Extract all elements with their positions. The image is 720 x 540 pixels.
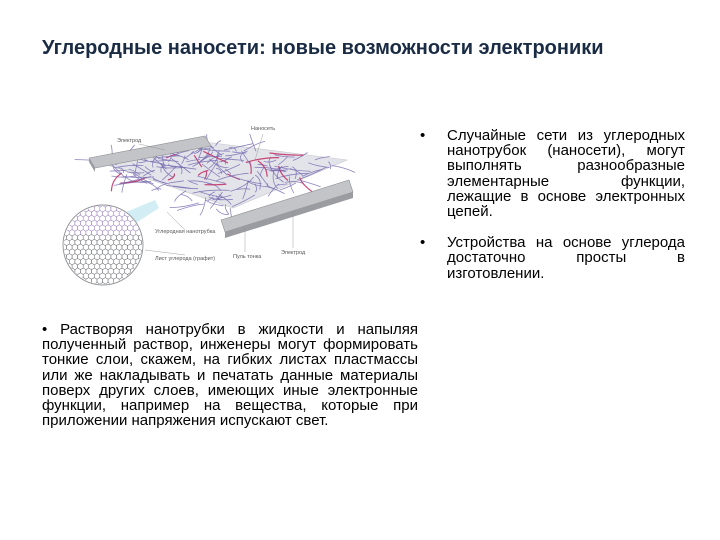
lattice-cell <box>155 244 161 250</box>
lattice-cell <box>144 225 150 231</box>
bullet-list <box>420 128 685 297</box>
lattice-cell <box>64 201 70 207</box>
nanotube-strand <box>157 184 166 188</box>
lattice-cell <box>61 206 67 212</box>
label-substrate: Пуль тонка <box>233 254 262 260</box>
label-graphite: Лист углерода (графит) <box>155 256 216 262</box>
nanotube-strand <box>175 191 186 202</box>
bullet-dot-icon: • <box>420 127 426 144</box>
nanotube-strand <box>111 173 122 191</box>
lattice-cell <box>128 282 134 288</box>
lattice-cell <box>58 210 64 216</box>
lattice-cell <box>58 201 64 207</box>
nanotube-strand <box>205 184 227 185</box>
lattice-cell <box>150 215 156 221</box>
lattice-cell <box>130 201 136 207</box>
lattice-cell <box>153 278 159 284</box>
lattice-cell <box>86 201 92 207</box>
lattice-cell <box>80 201 86 207</box>
slide-title: Углеродные наносети: новые возможности электроники <box>42 37 604 59</box>
lattice-cell <box>72 282 78 288</box>
lattice-cell <box>64 278 70 284</box>
lattice-cell <box>78 282 84 288</box>
lattice-cell <box>61 282 67 288</box>
bullet-item <box>420 128 685 219</box>
lattice-cell <box>147 239 153 245</box>
bullet-text: Устройства на основе углерода достаточно просты в изготовлении. <box>447 234 685 282</box>
bullet-text: Случайные сети из углеродных нанотрубок (наносети), могут выполнять разнообразные элементарные функции, лежащие в основе электронных цепей. <box>447 127 685 221</box>
lattice-cell <box>75 278 81 284</box>
nanotube-strand <box>152 189 162 191</box>
bullet-item <box>420 235 685 281</box>
lattice-cell <box>144 254 150 260</box>
lattice-cell <box>147 278 153 284</box>
lattice-cell <box>139 282 145 288</box>
lattice-cell <box>147 268 153 274</box>
lattice-cell <box>153 220 159 226</box>
lattice-cell <box>61 215 67 221</box>
lattice-cell <box>133 273 139 279</box>
nanotube-strand <box>297 179 320 186</box>
lattice-cell <box>64 268 70 274</box>
lattice-cell <box>136 278 142 284</box>
lattice-cell <box>67 206 73 212</box>
label-electrode-bottom: Электрод <box>281 250 306 256</box>
lattice-cell <box>139 273 145 279</box>
body-paragraph: • Растворяя нанотрубки в жидкости и напыляя полученный раствор, инженеры могут формировать тонкие слои, скажем, на гибких листах пластмассы или же накладывать и печатать данные материалы поверх других слоев, имеющих иные электронные функции, например на вещества, которые при приложении напряжения испускают свет. <box>42 321 418 430</box>
lattice-cell <box>150 263 156 269</box>
nanotube-strand <box>332 166 355 174</box>
lattice-cell <box>141 230 147 236</box>
lattice-cell <box>141 258 147 264</box>
lattice-cell <box>155 282 161 288</box>
lattice-cell <box>72 206 78 212</box>
lattice-cell <box>130 278 136 284</box>
lattice-cell <box>155 234 161 240</box>
lattice-cell <box>144 282 150 288</box>
lattice-cell <box>153 249 159 255</box>
lattice-cell <box>69 210 75 216</box>
nanotube-strand <box>200 198 206 216</box>
label-electrode-top: Электрод <box>117 138 142 144</box>
lattice-cell <box>75 201 81 207</box>
label-nanotube: Углеродная нанотрубка <box>155 229 216 235</box>
nanonet-diagram <box>55 120 355 305</box>
lattice-cell <box>153 268 159 274</box>
lattice-cell <box>58 230 64 236</box>
lattice-cell <box>136 268 142 274</box>
lattice-cell <box>147 220 153 226</box>
lattice-cell <box>122 282 128 288</box>
lattice-cell <box>67 282 73 288</box>
lattice-cell <box>147 258 153 264</box>
lattice-cell <box>141 278 147 284</box>
nanotube-strand <box>181 195 192 202</box>
lattice-cell <box>125 201 131 207</box>
lattice-cell <box>150 234 156 240</box>
lattice-cell <box>83 282 89 288</box>
lattice-cell <box>144 234 150 240</box>
lattice-cell <box>69 201 75 207</box>
lattice-cell <box>61 273 67 279</box>
lattice-cell <box>150 282 156 288</box>
lattice-cell <box>58 278 64 284</box>
lattice-cell <box>155 273 161 279</box>
lattice-cell <box>58 268 64 274</box>
lattice-cell <box>147 249 153 255</box>
lattice-cell <box>144 273 150 279</box>
lattice-cell <box>69 278 75 284</box>
lattice-cell <box>67 273 73 279</box>
lattice-cell <box>144 244 150 250</box>
lattice-cell <box>141 220 147 226</box>
label-nanonet: Наносеть <box>251 126 276 132</box>
lattice-cell <box>150 244 156 250</box>
lattice-cell <box>58 258 64 264</box>
lattice-cell <box>119 201 125 207</box>
lattice-cell <box>139 263 145 269</box>
lattice-cell <box>133 282 139 288</box>
lattice-cell <box>150 273 156 279</box>
lattice-cell <box>61 263 67 269</box>
lattice-cell <box>141 268 147 274</box>
lattice-cell <box>58 220 64 226</box>
nanotube-strand <box>300 177 312 191</box>
lattice-cell <box>155 215 161 221</box>
lattice-cell <box>155 263 161 269</box>
lattice-cell <box>153 239 159 245</box>
lattice-cell <box>64 210 70 216</box>
lattice-cell <box>116 282 122 288</box>
bullet-dot-icon: • <box>420 234 426 252</box>
lattice-cell <box>144 263 150 269</box>
lattice-cell <box>147 230 153 236</box>
